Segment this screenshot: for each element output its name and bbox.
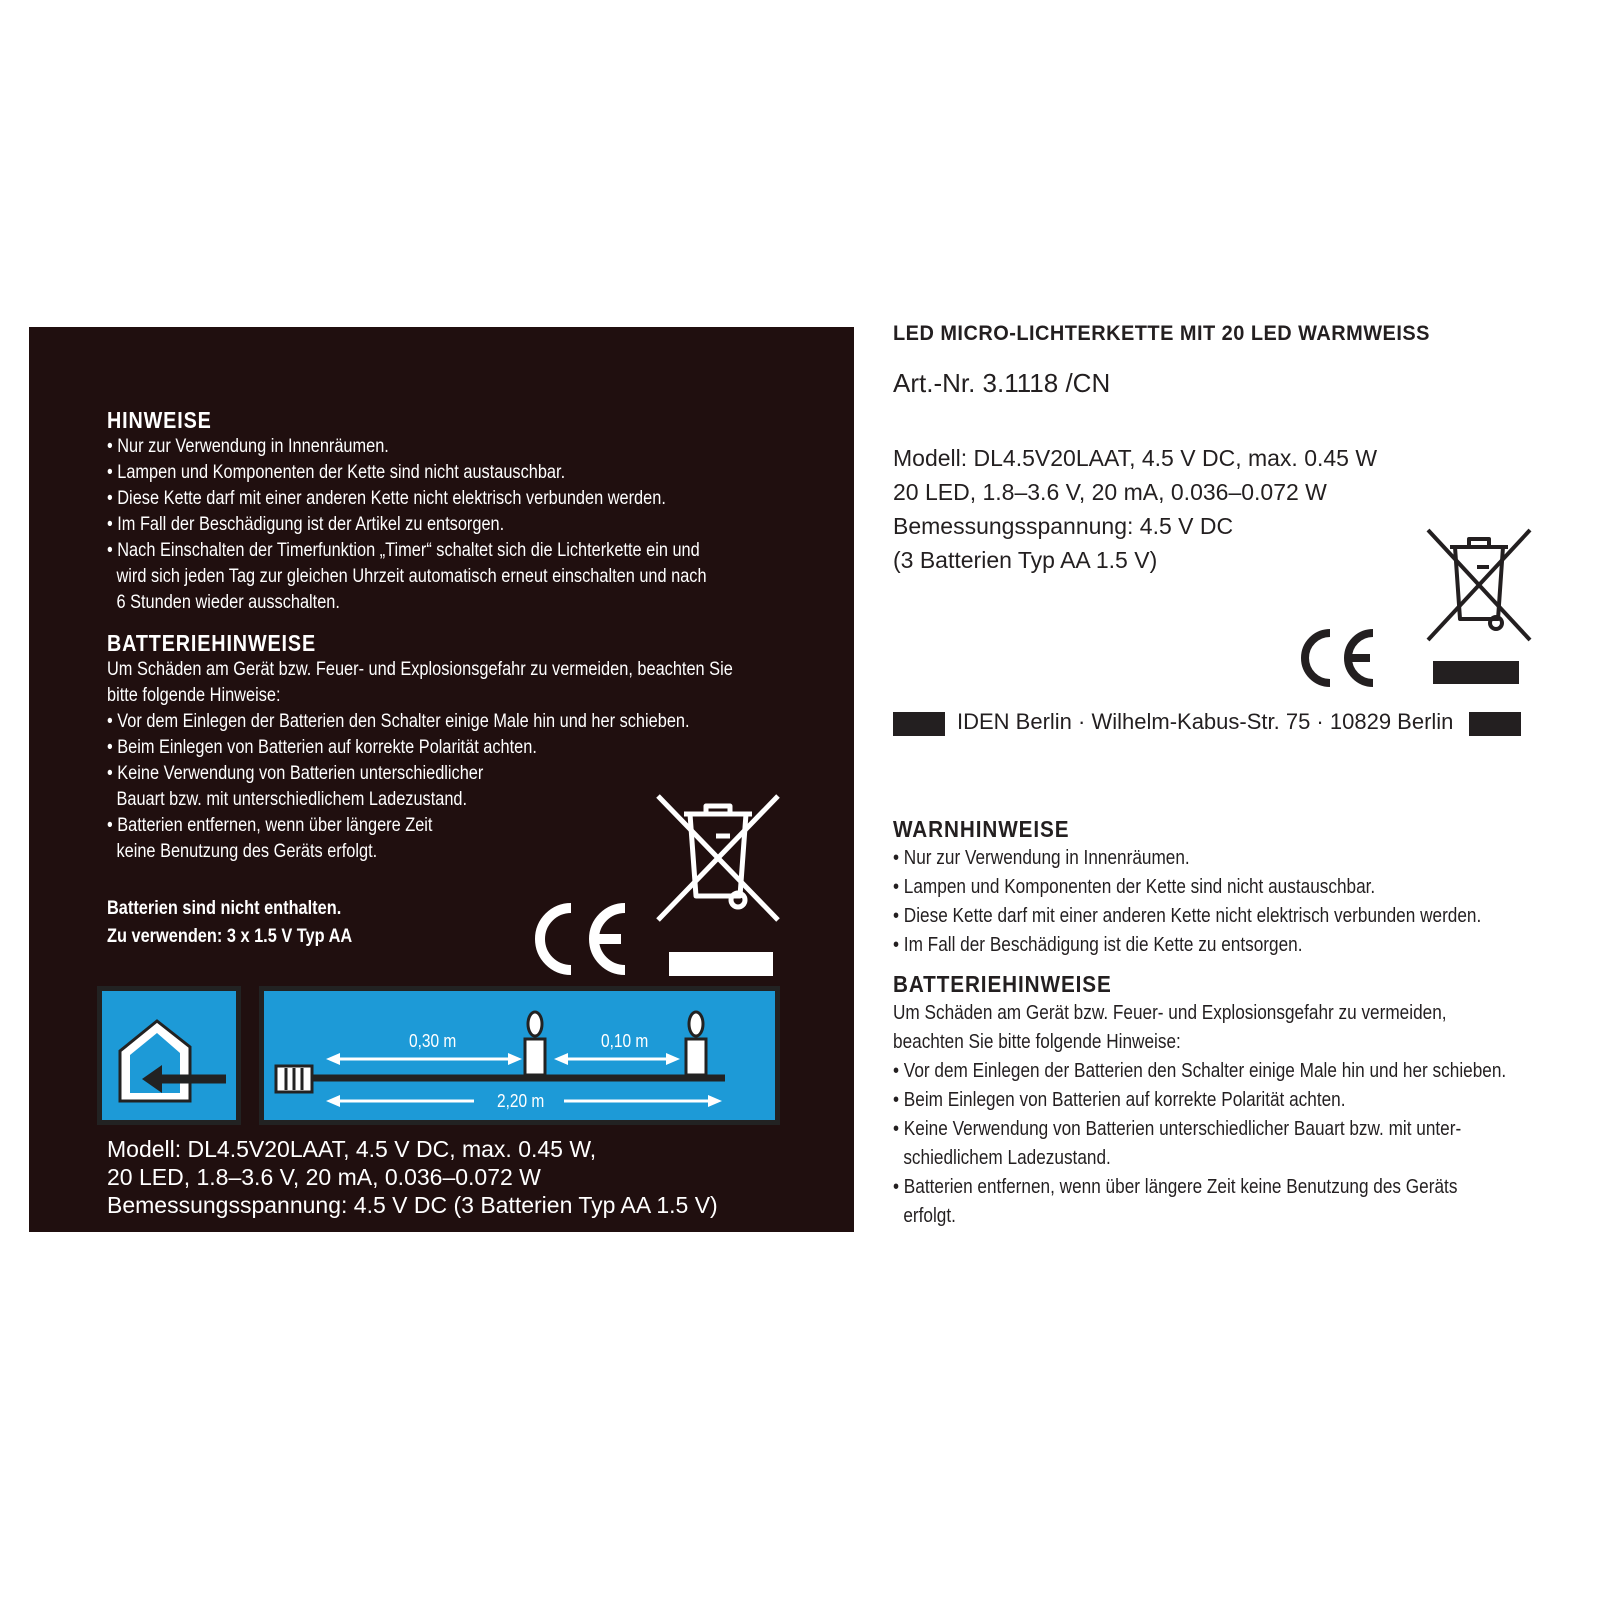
- batterie-line: schiedlichem Ladezustand.: [903, 1147, 1111, 1169]
- warnhinweise-section: [893, 814, 1583, 960]
- batterie-heading-right: BATTERIEHINWEISE: [893, 971, 1112, 997]
- spec-line: Modell: DL4.5V20LAAT, 4.5 V DC, max. 0.45 W: [893, 445, 1378, 471]
- hinweise-line: • Lampen und Komponenten der Kette sind nicht austauschbar.: [107, 462, 566, 483]
- light-chain-diagram-frame: [259, 986, 780, 1125]
- batterie-line: • Keine Verwendung von Batterien unterschiedlicher: [107, 763, 484, 784]
- model-info-left: [107, 1135, 718, 1219]
- batterie-line: • Batterien entfernen, wenn über längere Zeit keine Benutzung des Geräts: [893, 1176, 1458, 1198]
- led-bulb-icon: [525, 1039, 545, 1075]
- warn-line: • Diese Kette darf mit einer anderen Kette nicht elektrisch verbunden werden.: [893, 905, 1482, 927]
- enthalten-line: Zu verwenden: 3 x 1.5 V Typ AA: [107, 926, 353, 947]
- batterie-section-right: [893, 969, 1583, 1231]
- batterie-line: • Beim Einlegen von Batterien auf korrekte Polarität achten.: [893, 1089, 1346, 1111]
- manufacturer-address: IDEN Berlin · Wilhelm-Kabus-Str. 75 · 10829 Berlin: [957, 709, 1454, 734]
- batterie-line: • Vor dem Einlegen der Batterien den Schalter einige Male hin und her schieben.: [893, 1060, 1507, 1082]
- batterie-line: • Keine Verwendung von Batterien unterschiedlicher Bauart bzw. mit unter-: [893, 1118, 1462, 1140]
- indoor-use-background: [102, 991, 236, 1120]
- hinweise-line: • Nur zur Verwendung in Innenräumen.: [107, 436, 389, 457]
- batterie-line: • Batterien entfernen, wenn über längere Zeit: [107, 815, 433, 836]
- warnhinweise-heading: WARNHINWEISE: [893, 816, 1070, 842]
- batterie-line: keine Benutzung des Geräts erfolgt.: [116, 841, 378, 862]
- light-chain-diagram: [264, 991, 775, 1120]
- model-line: Bemessungsspannung: 4.5 V DC (3 Batterien Typ AA 1.5 V): [107, 1192, 718, 1218]
- hinweise-heading: HINWEISE: [107, 407, 212, 433]
- hinweise-line: • Nach Einschalten der Timerfunktion „Timer“ schaltet sich die Lichterkette ein und: [107, 540, 700, 561]
- product-title: LED MICRO-LICHTERKETTE MIT 20 LED WARMWEISS: [893, 322, 1430, 345]
- batterie-heading-left: BATTERIEHINWEISE: [107, 630, 317, 656]
- address-bar-right: [1469, 712, 1521, 736]
- batterie-line: beachten Sie bitte folgende Hinweise:: [893, 1031, 1181, 1053]
- model-line: 20 LED, 1.8–3.6 V, 20 mA, 0.036–0.072 W: [107, 1164, 541, 1190]
- distance-first-led-label: 0,30 m: [409, 1031, 457, 1051]
- batterie-line: bitte folgende Hinweise:: [107, 685, 281, 706]
- hinweise-line: • Im Fall der Beschädigung ist der Artikel zu entsorgen.: [107, 514, 505, 535]
- led-bulb-icon: [686, 1039, 706, 1075]
- batterie-line: Um Schäden am Gerät bzw. Feuer- und Explosionsgefahr zu vermeiden, beachten Sie: [107, 659, 733, 680]
- distance-between-leds-label: 0,10 m: [601, 1031, 649, 1051]
- indoor-use-frame: [97, 986, 241, 1125]
- batterie-line: • Beim Einlegen von Batterien auf korrekte Polarität achten.: [107, 737, 537, 758]
- warn-line: • Lampen und Komponenten der Kette sind nicht austauschbar.: [893, 876, 1376, 898]
- ce-mark-icon: [525, 900, 633, 978]
- hinweise-line: • Diese Kette darf mit einer anderen Kette nicht elektrisch verbunden werden.: [107, 488, 666, 509]
- hinweise-line: wird sich jeden Tag zur gleichen Uhrzeit automatisch erneut einschalten und nach: [116, 566, 707, 587]
- batterie-line: Bauart bzw. mit unterschiedlichem Ladezustand.: [116, 789, 468, 810]
- batterie-line: Um Schäden am Gerät bzw. Feuer- und Explosionsgefahr zu vermeiden,: [893, 1002, 1447, 1024]
- warn-line: • Nur zur Verwendung in Innenräumen.: [893, 847, 1190, 869]
- hinweise-section: [107, 406, 827, 616]
- batterie-line: erfolgt.: [903, 1205, 956, 1227]
- model-specs-right: [893, 441, 1377, 577]
- hinweise-line: 6 Stunden wieder ausschalten.: [116, 592, 340, 613]
- warn-line: • Im Fall der Beschädigung ist die Kette zu entsorgen.: [893, 934, 1303, 956]
- total-length-label: 2,20 m: [497, 1091, 545, 1111]
- left-label-panel: [29, 327, 854, 1232]
- indoor-use-house-icon: [102, 991, 236, 1120]
- model-line: Modell: DL4.5V20LAAT, 4.5 V DC, max. 0.45 W,: [107, 1136, 597, 1162]
- address-bar-left: [893, 712, 945, 736]
- weee-crossed-bin-icon: [1425, 527, 1533, 643]
- ce-mark-icon: [1294, 627, 1378, 689]
- spec-line: (3 Batterien Typ AA 1.5 V): [893, 547, 1158, 573]
- batterie-line: • Vor dem Einlegen der Batterien den Schalter einige Male hin und her schieben.: [107, 711, 690, 732]
- weee-crossed-bin-icon: [654, 792, 782, 924]
- article-number: Art.-Nr. 3.1118 /CN: [893, 368, 1111, 398]
- spec-line: 20 LED, 1.8–3.6 V, 20 mA, 0.036–0.072 W: [893, 479, 1327, 505]
- enthalten-line: Batterien sind nicht enthalten.: [107, 898, 342, 919]
- weee-underline-bar: [1433, 661, 1519, 684]
- weee-underline-bar: [669, 952, 773, 976]
- spec-line: Bemessungsspannung: 4.5 V DC: [893, 513, 1234, 539]
